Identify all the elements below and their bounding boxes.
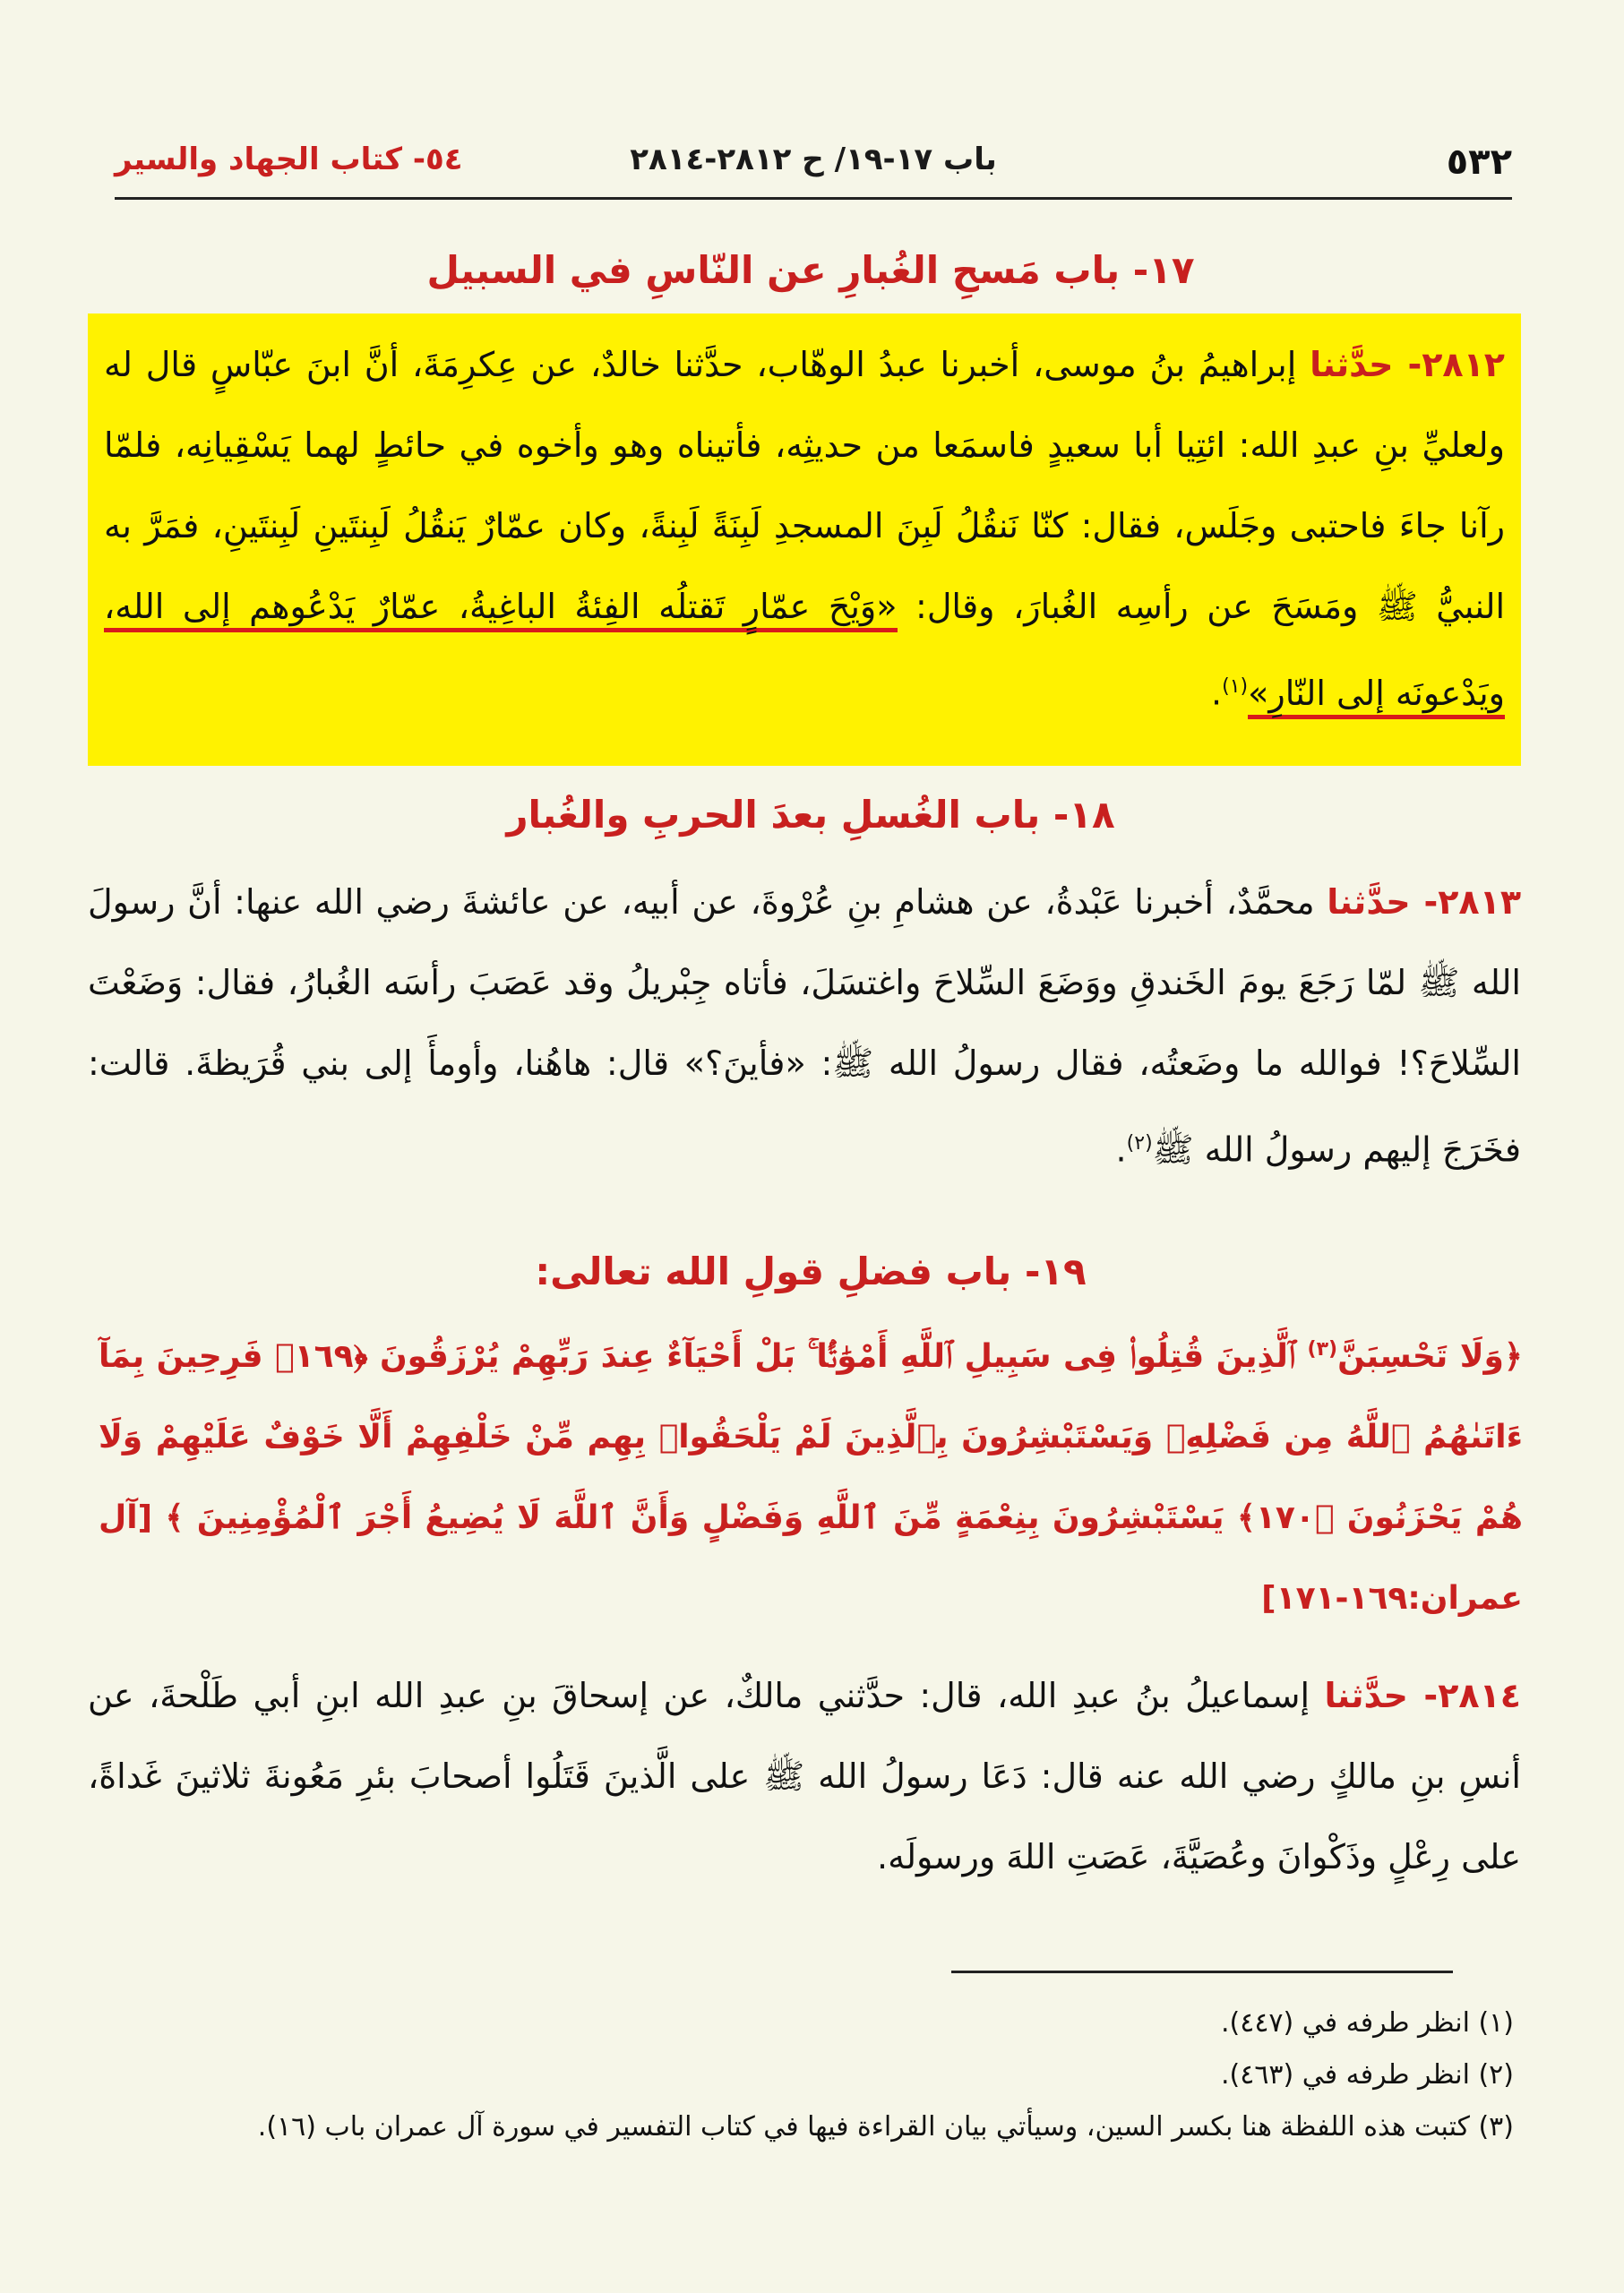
footnote-2: (٢) انظر طرفه في (٤٦٣). xyxy=(1220,2059,1514,2091)
footnote-1: (١) انظر طرفه في (٤٤٧). xyxy=(1220,2007,1514,2039)
footnotes xyxy=(90,1997,1514,2153)
verse-citation: [آل عمران:١٦٩-١٧١] xyxy=(99,1499,1523,1617)
footnote-ref-1[interactable]: (١) xyxy=(1222,675,1249,698)
chapter-heading-18: ١٨- باب الغُسلِ بعدَ الحربِ والغُبار xyxy=(506,793,1115,837)
header-divider xyxy=(115,197,1512,200)
page-number: ٥٣٢ xyxy=(1446,142,1512,183)
hadith-2812-text xyxy=(104,324,1505,734)
hadith-2812-end: . xyxy=(1211,673,1223,713)
hadith-2813-number: ٢٨١٣- حدَّثنا xyxy=(1327,882,1522,922)
verse-close-bracket: ﴾ xyxy=(165,1499,185,1536)
footnote-3: (٣) كتبت هذه اللفظة هنا بكسر السين، وسيأتي بيان القراءة فيها في كتاب التفسير في سورة آل عمران باب (١٦). xyxy=(257,2111,1514,2143)
hadith-2814-number: ٢٨١٤- حدَّثنا xyxy=(1324,1676,1521,1715)
hadith-2814-text xyxy=(88,1655,1521,1897)
running-header xyxy=(115,142,1512,195)
hadith-2812-highlighted xyxy=(88,313,1521,766)
hadith-2812-quote: «وَيْحَ عمّارٍ تَقتلُه الفِئةُ الباغِيةُ، عمّارٌ يَدْعُوهم إلى الله، ويَدْعونَه إلى النّارِ» xyxy=(104,587,1505,719)
quran-verse xyxy=(99,1310,1523,1639)
chapter-heading-19: ١٩- باب فضلِ قولِ الله تعالى: xyxy=(535,1250,1087,1293)
chapter-heading-17: ١٧- باب مَسحِ الغُبارِ عن النّاسِ في السبيل xyxy=(426,248,1195,292)
hadith-2813 xyxy=(88,862,1521,1190)
hadith-2812-number: ٢٨١٢- حدَّثنا xyxy=(1310,345,1505,384)
hadith-2813-text xyxy=(88,862,1521,1190)
footnote-ref-2[interactable]: (٢) xyxy=(1126,1132,1153,1155)
hadith-2812-body: إبراهيمُ بنُ موسى، أخبرنا عبدُ الوهّاب، حدَّثنا خالدٌ، عن عِكرِمَةَ، أنَّ ابنَ عبّاسٍ قال له ولعليِّ بنِ عبدِ الله: ائتِيا أبا سعيدٍ فاسمَعا من حديثِه، فأتيناه وهو وأخوه في حائطٍ لهما يَسْقِيانِه، فلمّا رآنا جاءَ فاحتبى وجَلَس، فقال: كنّا نَنقُلُ لَبِنَ المسجدِ لَبِنَةً لَبِنةً، وكان عمّارٌ يَنقُلُ لَبِنتَينِ لَبِنتَينِ، فمَرَّ به النبيُّ ﷺ ومَسَحَ عن رأسِه الغُبارَ، وقال: xyxy=(104,345,1505,626)
verse-part-2: ٱلَّذِينَ قُتِلُوا۟ فِى سَبِيلِ ٱللَّهِ أَمْوَٰتًۢا ۚ بَلْ أَحْيَآءٌ عِندَ رَبِّهِمْ يُرْزَقُونَ ﴿١٦٩﴾ فَرِحِينَ بِمَآ ءَاتَىٰهُمُ ٱللَّهُ مِن فَضْلِهِۦ وَيَسْتَبْشِرُونَ بِٱلَّذِينَ لَمْ يَلْحَقُوا۟ بِهِم مِّنْ خَلْفِهِمْ أَلَّا خَوْفٌ عَلَيْهِمْ وَلَا هُمْ يَحْزَنُونَ ﴿١٧٠﴾ يَسْتَبْشِرُونَ بِنِعْمَةٍ مِّنَ ٱللَّهِ وَفَضْلٍ وَأَنَّ ٱللَّهَ لَا يُضِيعُ أَجْرَ ٱلْمُؤْمِنِينَ xyxy=(99,1338,1524,1536)
footnote-divider xyxy=(951,1971,1453,1973)
hadith-2813-end: . xyxy=(1115,1129,1127,1170)
book-title: ٥٤- كتاب الجهاد والسير xyxy=(115,142,463,177)
hadith-2813-body: محمَّدٌ، أخبرنا عَبْدةُ، عن هشامِ بنِ عُرْوةَ، عن أبيه، عن عائشةَ رضي الله عنها: أنَّ رسولَ الله ﷺ لمّا رَجَعَ يومَ الخَندقِ ووَضَعَ السِّلاحَ واغتسَلَ، فأتاه جِبْريلُ وقد عَصَبَ رأسَه الغُبارُ، فقال: وَضَعْتَ السِّلاحَ؟! فوالله ما وضَعتُه، فقال رسولُ الله ﷺ: «فأينَ؟» قال: هاهُنا، وأومأَ إلى بني قُرَيظةَ. قالت: فخَرَجَ إليهم رسولُ الله ﷺ xyxy=(88,882,1521,1170)
verse-part-1: وَلَا تَحْسِبَنَّ xyxy=(1337,1338,1504,1375)
quran-verse-text xyxy=(99,1310,1523,1639)
hadith-2814 xyxy=(88,1655,1521,1897)
footnote-ref-3[interactable]: (٣) xyxy=(1307,1338,1338,1361)
verse-open-bracket: ﴿ xyxy=(1503,1338,1524,1375)
chapter-range: باب ١٧-١٩/ ح ٢٨١٢-٢٨١٤ xyxy=(630,142,997,177)
hadith-2814-body: إسماعيلُ بنُ عبدِ الله، قال: حدَّثني مالكٌ، عن إسحاقَ بنِ عبدِ الله ابنِ أبي طَلْحةَ، عن أنسِ بنِ مالكٍ رضي الله عنه قال: دَعَا رسولُ الله ﷺ على الَّذينَ قَتَلُوا أصحابَ بئرِ مَعُونةَ ثلاثينَ غَداةً، على رِعْلٍ وذَكْوانَ وعُصَيَّةَ، عَصَتِ اللهَ ورسولَه. xyxy=(88,1676,1521,1876)
